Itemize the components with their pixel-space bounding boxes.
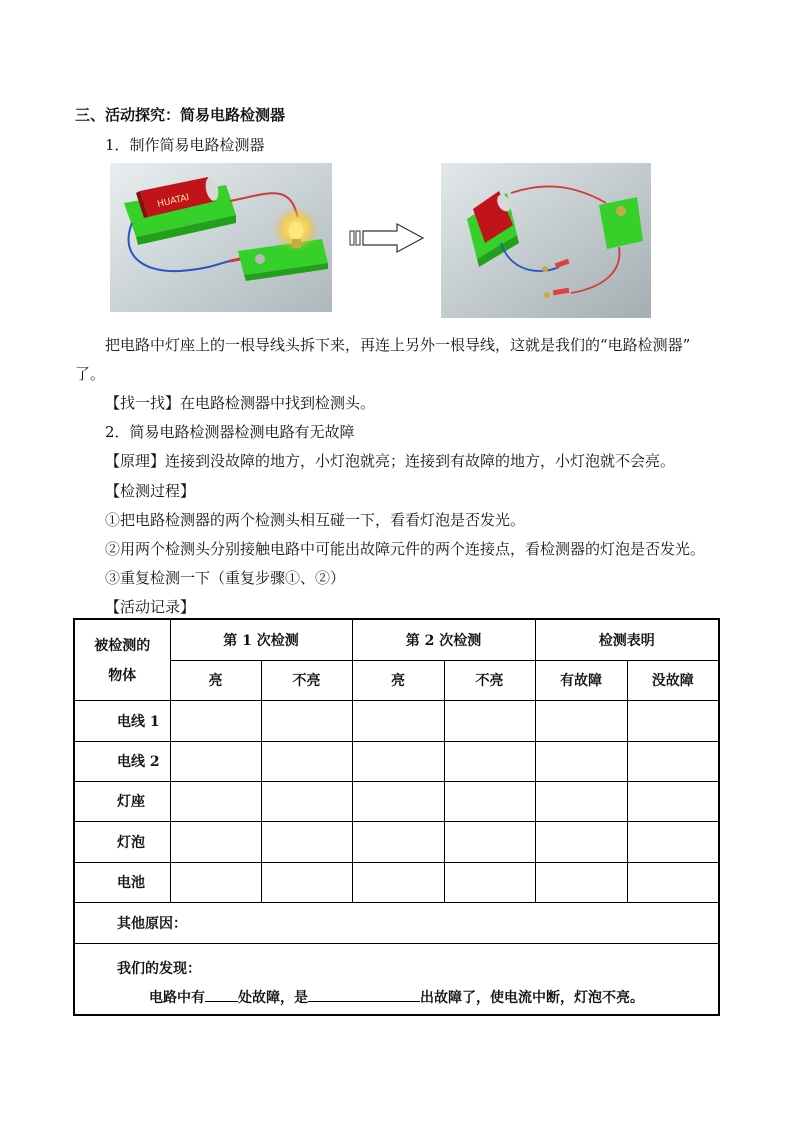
result-header: 检测表明: [535, 619, 719, 660]
findings-title: 我们的发现：: [117, 960, 201, 977]
process-step-2: ②用两个检测头分别接触电路中可能出故障元件的两个连接点，看检测器的灯泡是否发光。: [105, 540, 706, 558]
table-row: [74, 862, 719, 902]
sub-header: 不亮: [444, 660, 535, 700]
sub-header: 有故障: [535, 660, 627, 700]
process-step-1: ①把电路检测器的两个检测头相互碰一下，看看灯泡是否发光。: [105, 511, 526, 529]
table-row: [74, 741, 719, 781]
blank-cell[interactable]: [170, 781, 261, 821]
blank-cell[interactable]: [535, 700, 627, 741]
sub-header: 亮: [170, 660, 261, 700]
blank-cell[interactable]: [444, 781, 535, 821]
blank-cell[interactable]: [535, 781, 627, 821]
paragraph-line-1: 把电路中灯座上的一根导线头拆下来，再连上另外一根导线，这就是我们的“电路检测器”: [105, 336, 691, 354]
blank-cell[interactable]: [170, 700, 261, 741]
record-title: 【活动记录】: [105, 598, 196, 616]
table-row: [74, 781, 719, 821]
blank-cell[interactable]: [170, 741, 261, 781]
findings-cell: [74, 943, 719, 1015]
blank-cell[interactable]: [627, 781, 719, 821]
step-1-heading: 1．制作简易电路检测器: [105, 136, 265, 154]
sub-header: 没故障: [627, 660, 719, 700]
table-row: [74, 700, 719, 741]
section-title: 三、活动探究：简易电路检测器: [75, 106, 286, 124]
test-1-header: 第 1 次检测: [170, 619, 352, 660]
other-reasons-label[interactable]: 其他原因：: [74, 902, 719, 943]
blank-cell[interactable]: [535, 821, 627, 862]
blank-cell[interactable]: [261, 821, 352, 862]
fault-count-blank[interactable]: [205, 987, 238, 1002]
svg-text:HUATAI: HUATAI: [156, 192, 191, 210]
blank-cell[interactable]: [444, 741, 535, 781]
blank-cell[interactable]: [444, 821, 535, 862]
blank-cell[interactable]: [627, 821, 719, 862]
blank-cell[interactable]: [261, 862, 352, 902]
blank-cell[interactable]: [170, 821, 261, 862]
circuit-detector-photo: [441, 163, 651, 318]
findings-sentence: 电路中有 处故障，是 出故障了，使电流中断，灯泡不亮。: [117, 987, 718, 1007]
blank-cell[interactable]: [261, 741, 352, 781]
blank-cell[interactable]: [352, 821, 444, 862]
blank-cell[interactable]: [627, 700, 719, 741]
step-2-heading: 2．简易电路检测器检测电路有无故障: [105, 423, 355, 441]
process-step-3: ③重复检测一下（重复步骤①、②）: [105, 569, 346, 587]
blank-cell[interactable]: [535, 862, 627, 902]
blank-cell[interactable]: [444, 862, 535, 902]
circuit-photo-lit: [110, 163, 332, 312]
blank-cell[interactable]: [261, 781, 352, 821]
other-reasons-row: [74, 902, 719, 943]
right-arrow-icon: [349, 222, 425, 254]
process-title: 【检测过程】: [105, 482, 196, 500]
findings-row: [74, 943, 719, 1015]
sub-header: 亮: [352, 660, 444, 700]
row-label: 灯泡: [74, 821, 170, 862]
principle-text: 【原理】连接到没故障的地方，小灯泡就亮；连接到有故障的地方，小灯泡就不会亮。: [105, 452, 676, 470]
object-header: 被检测的 物体: [74, 619, 170, 700]
row-label: 电线 1: [74, 700, 170, 741]
row-label: 电池: [74, 862, 170, 902]
sub-header: 不亮: [261, 660, 352, 700]
row-label: 电线 2: [74, 741, 170, 781]
table-row: [74, 821, 719, 862]
blank-cell[interactable]: [352, 700, 444, 741]
blank-cell[interactable]: [170, 862, 261, 902]
row-label: 灯座: [74, 781, 170, 821]
blank-cell[interactable]: [627, 862, 719, 902]
test-2-header: 第 2 次检测: [352, 619, 535, 660]
blank-cell[interactable]: [352, 781, 444, 821]
blank-cell[interactable]: [444, 700, 535, 741]
paragraph-line-2: 了。: [75, 365, 106, 383]
fault-location-blank[interactable]: [308, 987, 420, 1002]
blank-cell[interactable]: [352, 741, 444, 781]
blank-cell[interactable]: [352, 862, 444, 902]
blank-cell[interactable]: [627, 741, 719, 781]
blank-cell[interactable]: [261, 700, 352, 741]
activity-record-table: [73, 618, 720, 1016]
find-prompt: 【找一找】在电路检测器中找到检测头。: [105, 394, 376, 412]
blank-cell[interactable]: [535, 741, 627, 781]
